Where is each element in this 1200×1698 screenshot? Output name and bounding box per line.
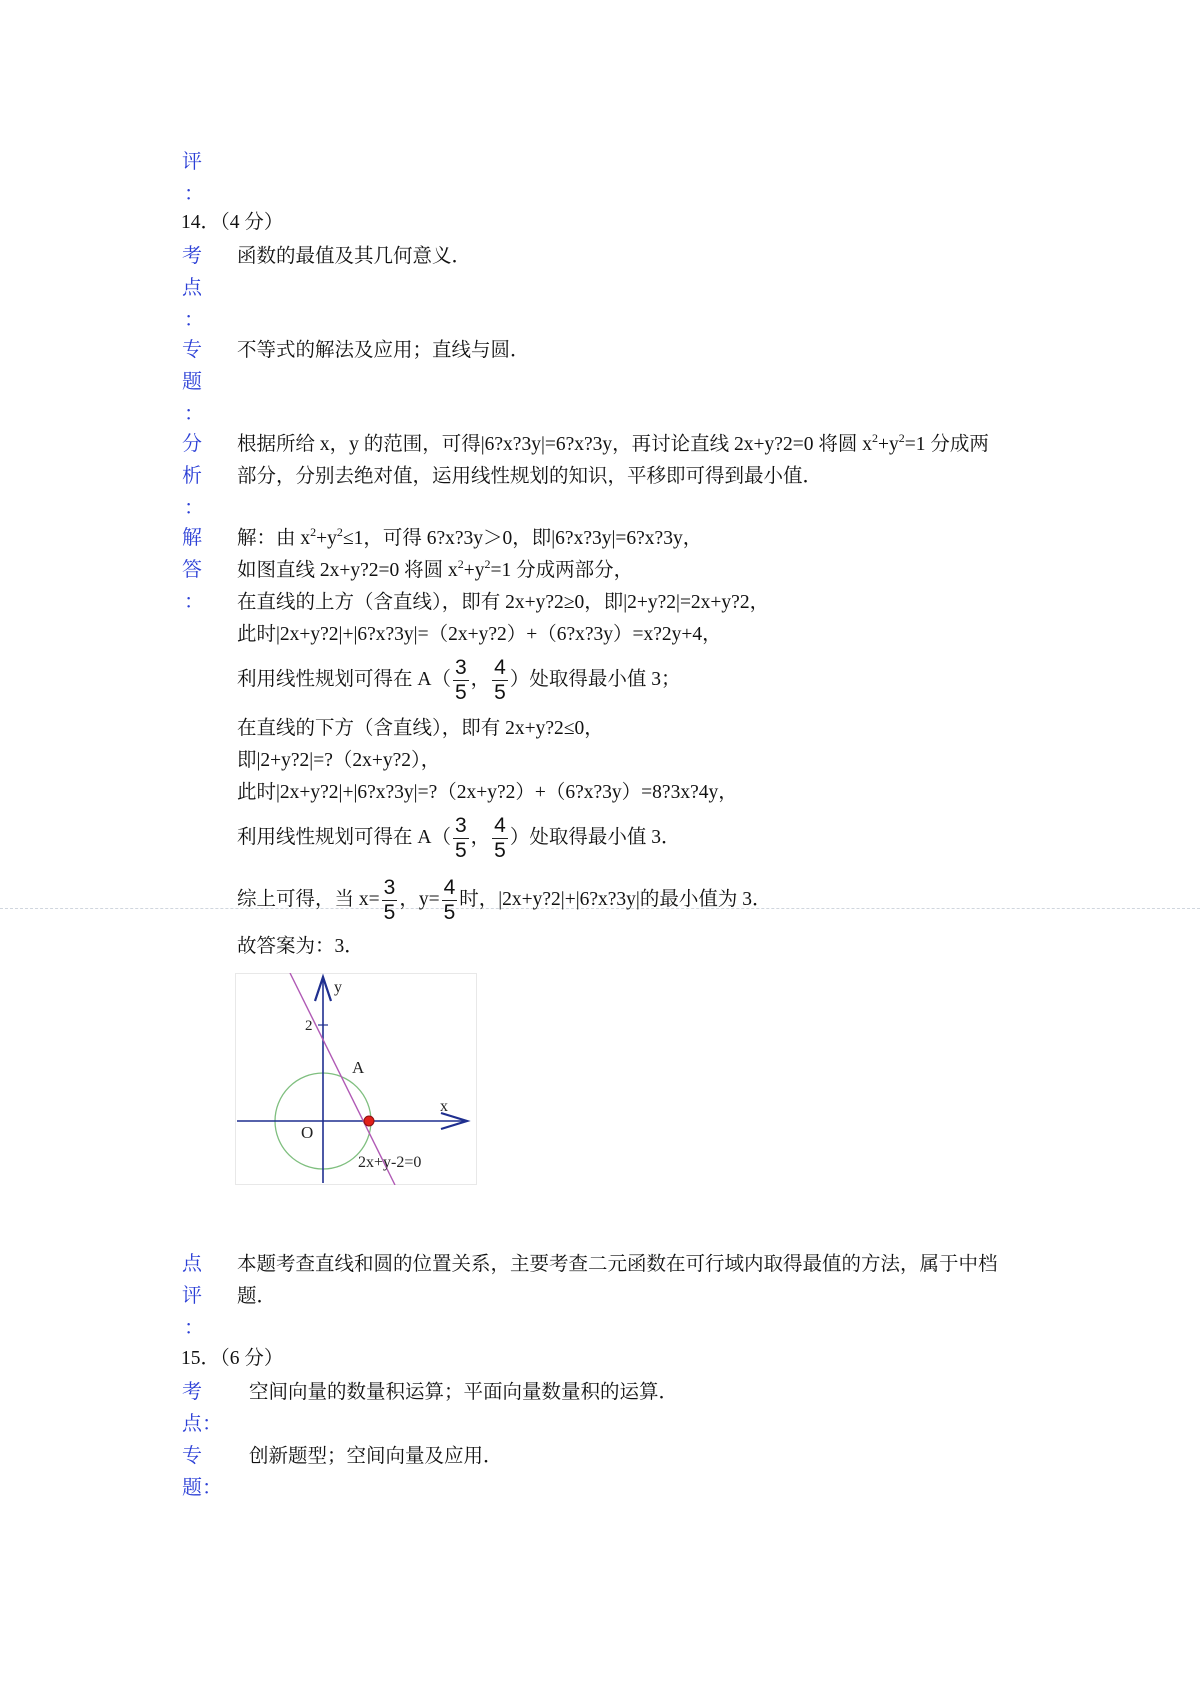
q14-header: 14．（4 分） bbox=[181, 212, 284, 233]
q15-kaodian-label-2: 点： bbox=[182, 1413, 222, 1435]
q14-dianping-label-3: ： bbox=[184, 1317, 204, 1339]
fraction-3-5: $\frac{3}{5}$ bbox=[383, 876, 396, 924]
line-equation-label: 2x+y-2=0 bbox=[358, 1154, 422, 1171]
q14-jieda-line-11: 故答案为：3． bbox=[237, 936, 364, 957]
q14-fenxi-label-3: ： bbox=[184, 497, 204, 519]
q14-jieda-line-3: 在直线的上方（含直线），即有 2x+y?2≥0，即|2+y?2|=2x+y?2， bbox=[237, 592, 770, 613]
origin-label: O bbox=[301, 1123, 314, 1142]
point-red bbox=[364, 1116, 374, 1126]
q15-zhuanti-label-1: 专 bbox=[182, 1445, 202, 1467]
q14-jieda-line-10: 综上可得，当 x= $\frac{3}{5}$ ，y= $\frac{4}{5}$ 时，|2x+y?2|+|6?x?3y|的最小值为 3． bbox=[237, 876, 772, 924]
q14-kaodian-label-3: ： bbox=[184, 309, 204, 331]
q14-zhuanti-label-1: 专 bbox=[182, 339, 202, 361]
q14-dianping-label-2: 评 bbox=[182, 1285, 202, 1307]
q14-jieda-label-1: 解 bbox=[182, 527, 202, 549]
q14-kaodian-text: 函数的最值及其几何意义． bbox=[237, 246, 472, 267]
point-A-label: A bbox=[352, 1058, 365, 1077]
q14-dianping-line-2: 题． bbox=[237, 1286, 277, 1307]
q15-header: 15．（6 分） bbox=[181, 1348, 284, 1369]
q14-jieda-line-7: 即|2+y?2|=?（2x+y?2）， bbox=[237, 750, 441, 771]
q14-fenxi-label-1: 分 bbox=[182, 433, 202, 455]
q14-jieda-line-1: 解：由 $x^2+y^2\le 1$，可得 6?x?3y＞0，即|6?x?3y|=6?x?3y， bbox=[237, 525, 703, 549]
fraction-3-5: $\frac{3}{5}$ bbox=[454, 656, 467, 704]
q14-jieda-line-4: 此时|2x+y?2|+|6?x?3y|=（2x+y?2）+（6?x?3y）=x?2y+4， bbox=[237, 624, 722, 645]
q14-jieda-line-6: 在直线的下方（含直线），即有 2x+y?2≤0， bbox=[237, 718, 604, 739]
fraction-3-5: $\frac{3}{5}$ bbox=[454, 814, 467, 862]
q15-kaodian-text: 空间向量的数量积运算；平面向量数量积的运算． bbox=[249, 1382, 679, 1403]
q14-kaodian-label-1: 考 bbox=[182, 245, 202, 267]
q14-fenxi-label-2: 析 bbox=[182, 465, 202, 487]
q14-jieda-label-3: ： bbox=[184, 591, 204, 613]
q15-zhuanti-label-2: 题： bbox=[182, 1477, 222, 1499]
q14-dianping-label-1: 点 bbox=[182, 1253, 202, 1275]
q14-jieda-line-5: 利用线性规划可得在 A（ $\frac{3}{5}$ ， $\frac{4}{5}$ ）处取得最小值 3； bbox=[237, 656, 681, 704]
circle-line-figure bbox=[235, 973, 477, 1185]
q14-fenxi-line-2: 部分，分别去绝对值，运用线性规划的知识，平移即可得到最小值． bbox=[237, 466, 823, 487]
q14-kaodian-label-2: 点 bbox=[182, 277, 202, 299]
tick-2-label: 2 bbox=[305, 1018, 313, 1034]
q14-dianping-line-1: 本题考查直线和圆的位置关系，主要考查二元函数在可行域内取得最值的方法，属于中档 bbox=[237, 1254, 998, 1275]
q13-dianping-label-1: 评 bbox=[182, 151, 202, 173]
q14-jieda-line-2: 如图直线 2x+y?2=0 将圆 $x^2+y^2=1$ 分成两部分， bbox=[237, 557, 634, 581]
q14-fenxi-line-1: 根据所给 x，y 的范围，可得|6?x?3y|=6?x?3y，再讨论直线 2x+y?2=0 将圆 $x^2+y^2=1$ 分成两 bbox=[237, 431, 989, 455]
y-label: y bbox=[334, 979, 342, 996]
fraction-4-5: $\frac{4}{5}$ bbox=[494, 814, 506, 862]
fraction-4-5: $\frac{4}{5}$ bbox=[494, 656, 506, 704]
q14-jieda-line-9: 利用线性规划可得在 A（ $\frac{3}{5}$ ， $\frac{4}{5}$ ）处取得最小值 3． bbox=[237, 814, 681, 862]
q15-kaodian-label-1: 考 bbox=[182, 1381, 202, 1403]
x-label: x bbox=[440, 1098, 448, 1115]
q14-jieda-line-8: 此时|2x+y?2|+|6?x?3y|=?（2x+y?2）+（6?x?3y）=8?3x?4y， bbox=[237, 782, 738, 803]
q14-zhuanti-label-3: ： bbox=[184, 403, 204, 425]
q14-zhuanti-text: 不等式的解法及应用；直线与圆． bbox=[237, 340, 530, 361]
q14-zhuanti-label-2: 题 bbox=[182, 371, 202, 393]
q15-zhuanti-text: 创新题型；空间向量及应用． bbox=[249, 1446, 503, 1467]
q13-dianping-label-2: ： bbox=[184, 183, 204, 205]
figure-frame bbox=[236, 974, 477, 1185]
fraction-4-5: $\frac{4}{5}$ bbox=[443, 876, 456, 924]
q14-jieda-label-2: 答 bbox=[182, 559, 202, 581]
